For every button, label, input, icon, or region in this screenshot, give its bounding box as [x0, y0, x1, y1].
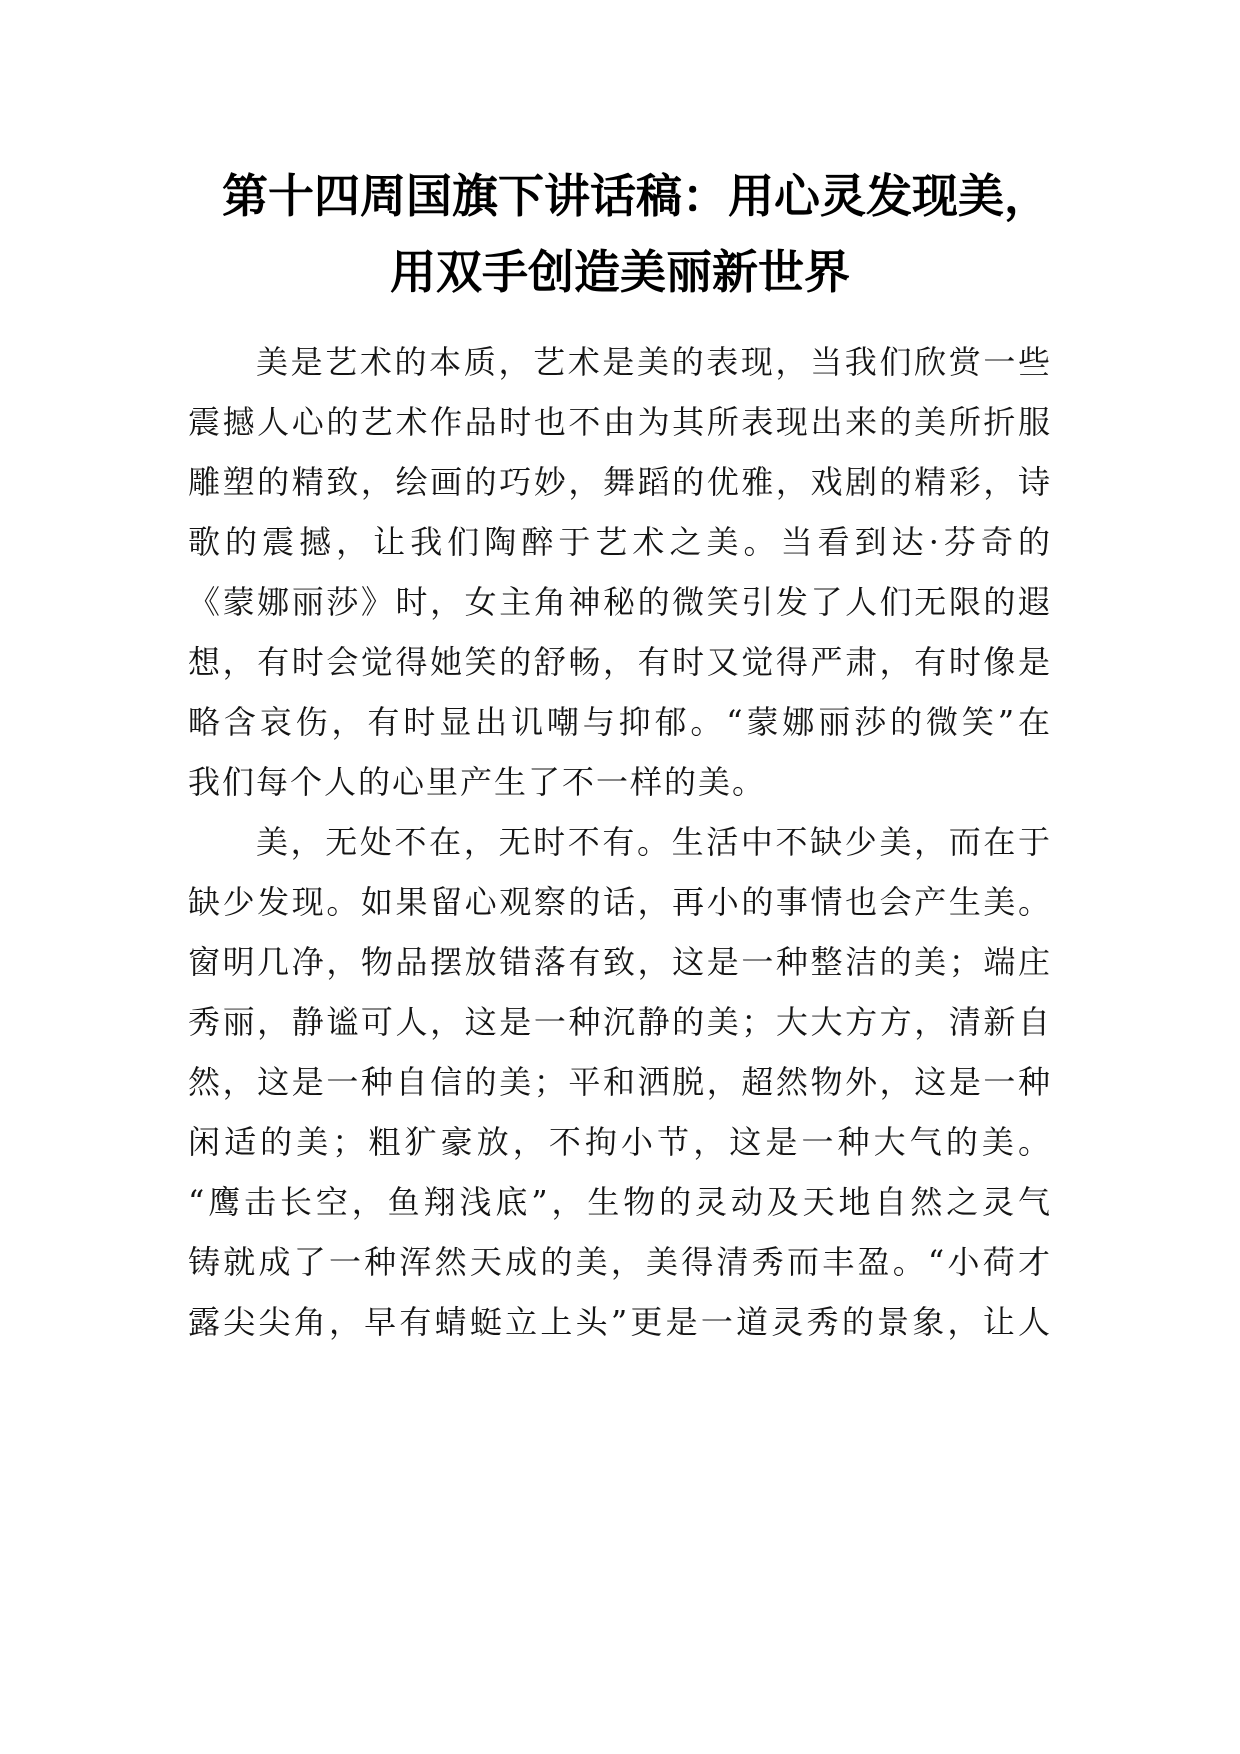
text-line: 露尖尖角，早有蜻蜓立上头”更是一道灵秀的景象，让人	[188, 1303, 1052, 1341]
text-line: 缺少发现。如果留心观察的话，再小的事情也会产生美。	[188, 883, 1052, 921]
text-line: 震撼人心的艺术作品时也不由为其所表现出来的美所折服	[188, 403, 1052, 441]
text-line: 秀丽，静谧可人，这是一种沉静的美；大大方方，清新自	[188, 1003, 1052, 1041]
title-line-1: 第十四周国旗下讲话稿：用心灵发现美，	[222, 169, 1050, 223]
text-line: 雕塑的精致，绘画的巧妙，舞蹈的优雅，戏剧的精彩，诗	[188, 463, 1052, 501]
paragraph-1	[188, 332, 1052, 812]
page-title	[150, 158, 1090, 310]
text-line: 窗明几净，物品摆放错落有致，这是一种整洁的美；端庄	[188, 943, 1052, 981]
text-line: “鹰击长空，鱼翔浅底”，生物的灵动及天地自然之灵气	[188, 1183, 1052, 1221]
paragraph-2	[188, 812, 1052, 1352]
text-line: 闲适的美；粗犷豪放，不拘小节，这是一种大气的美。	[188, 1123, 1052, 1161]
text-line: 想，有时会觉得她笑的舒畅，有时又觉得严肃，有时像是	[188, 643, 1052, 681]
text-line: 铸就成了一种浑然天成的美，美得清秀而丰盈。“小荷才	[188, 1243, 1052, 1281]
text-line: 美，无处不在，无时不有。生活中不缺少美，而在于	[256, 823, 1052, 861]
text-line: 《蒙娜丽莎》时，女主角神秘的微笑引发了人们无限的遐	[188, 583, 1052, 621]
text-line: 我们每个人的心里产生了不一样的美。	[188, 763, 767, 801]
text-line: 然，这是一种自信的美；平和洒脱，超然物外，这是一种	[188, 1063, 1052, 1101]
text-line: 歌的震撼，让我们陶醉于艺术之美。当看到达·芬奇的	[188, 523, 1052, 561]
title-line-2: 用双手创造美丽新世界	[390, 245, 850, 299]
text-line: 美是艺术的本质，艺术是美的表现，当我们欣赏一些	[256, 343, 1052, 381]
body-text	[188, 332, 1052, 1352]
text-line: 略含哀伤，有时显出讥嘲与抑郁。“蒙娜丽莎的微笑”在	[188, 703, 1052, 741]
